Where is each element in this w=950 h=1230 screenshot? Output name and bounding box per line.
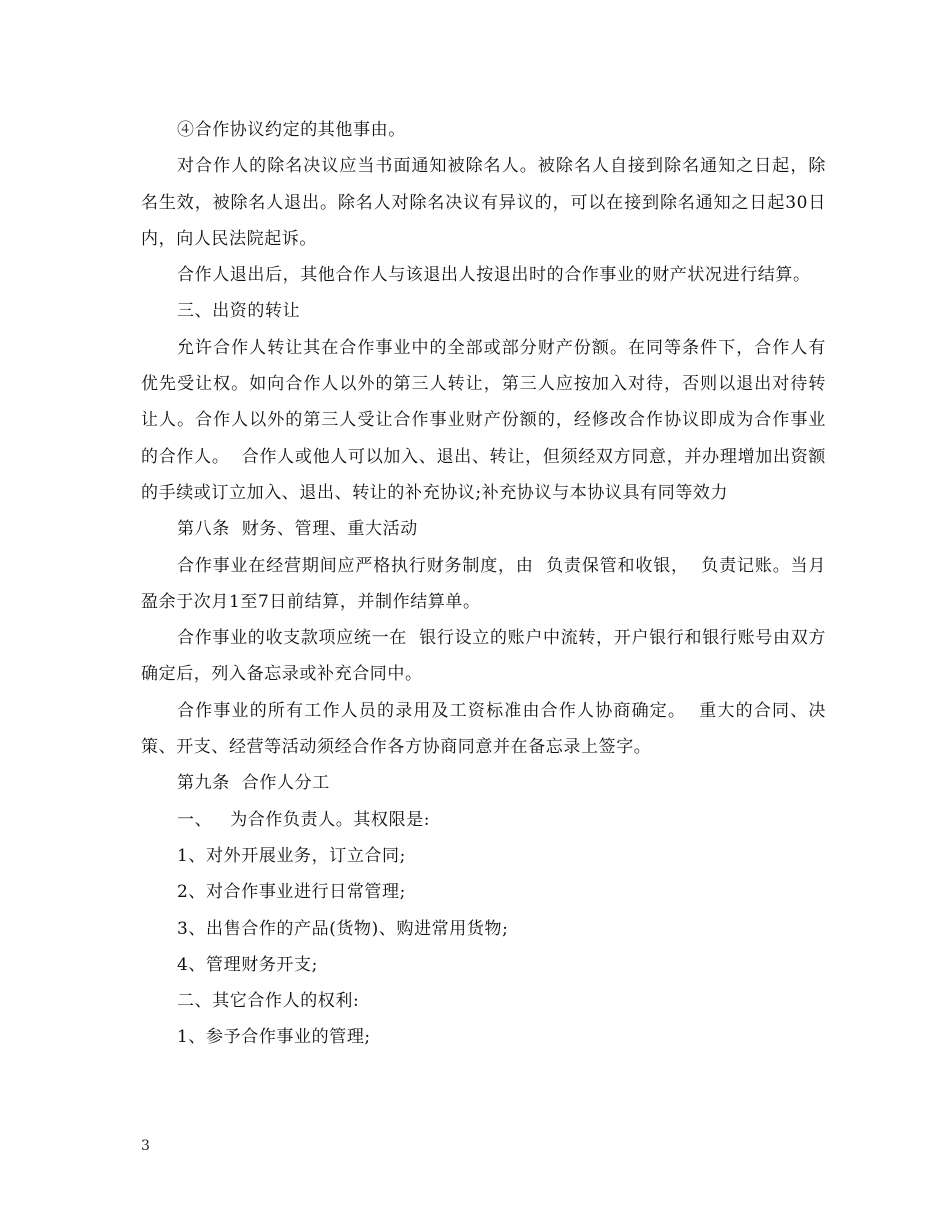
paragraph-removal-notice: 对合作人的除名决议应当书面通知被除名人。被除名人自接到除名通知之日起，除名生效，被除名人退出。除名人对除名决议有异议的，可以在接到除名通知之日起30日内，向人民法院起诉。 [141, 156, 826, 249]
paragraph-staff-decisions: 合作事业的所有工作人员的录用及工资标准由合作人协商确定。 重大的合同、决策、开支、经营等活动须经合作各方协商同意并在备忘录上签字。 [141, 700, 826, 758]
list-heading-partner-rights: 二、其它合作人的权利: [177, 991, 360, 1012]
page-number: 3 [141, 1138, 150, 1154]
paragraph-finance-system: 合作事业在经营期间应严格执行财务制度，由 负责保管和收银， 负责记账。当月盈余于次月1至7日前结算，并制作结算单。 [141, 555, 826, 612]
paragraph-settlement: 合作人退出后，其他合作人与该退出人按退出时的合作事业的财产状况进行结算。 [177, 265, 811, 286]
section-heading-transfer: 三、出资的转让 [177, 301, 301, 322]
paragraph-other-reasons: ④合作协议约定的其他事由。 [177, 120, 406, 140]
list-item: 3、出售合作的产品(货物)、购进常用货物; [177, 918, 509, 939]
article-heading-eight: 第八条 财务、管理、重大活动 [177, 519, 418, 540]
list-item: 2、对合作事业进行日常管理; [177, 882, 406, 903]
paragraph-bank-account: 合作事业的收支款项应统一在 银行设立的账户中流转，开户银行和银行账号由双方确定后，列入备忘录或补充合同中。 [141, 628, 826, 685]
article-heading-nine: 第九条 合作人分工 [177, 773, 330, 794]
document-body [141, 112, 826, 1056]
paragraph-transfer-rules: 允许合作人转让其在合作事业中的全部或部分财产份额。在同等条件下，合作人有优先受让权。如向合作人以外的第三人转让，第三人应按加入对待，否则以退出对待转让人。合作人以外的第三人受让合作事业财产份额的，经修改合作协议即成为合作事业的合作人。 合作人或他人可以加入、退出、转让，但须经双方同意，并办理增加出资额的手续或订立加入、退出、转让的补充协议;补充协议与本协议具有同等效力 [141, 337, 826, 503]
list-item: 4、管理财务开支; [177, 954, 318, 975]
list-item: 1、对外开展业务，订立合同; [177, 845, 406, 866]
list-heading-responsible-person: 一、 为合作负责人。其权限是: [177, 809, 431, 830]
list-item: 1、参予合作事业的管理; [177, 1027, 371, 1048]
